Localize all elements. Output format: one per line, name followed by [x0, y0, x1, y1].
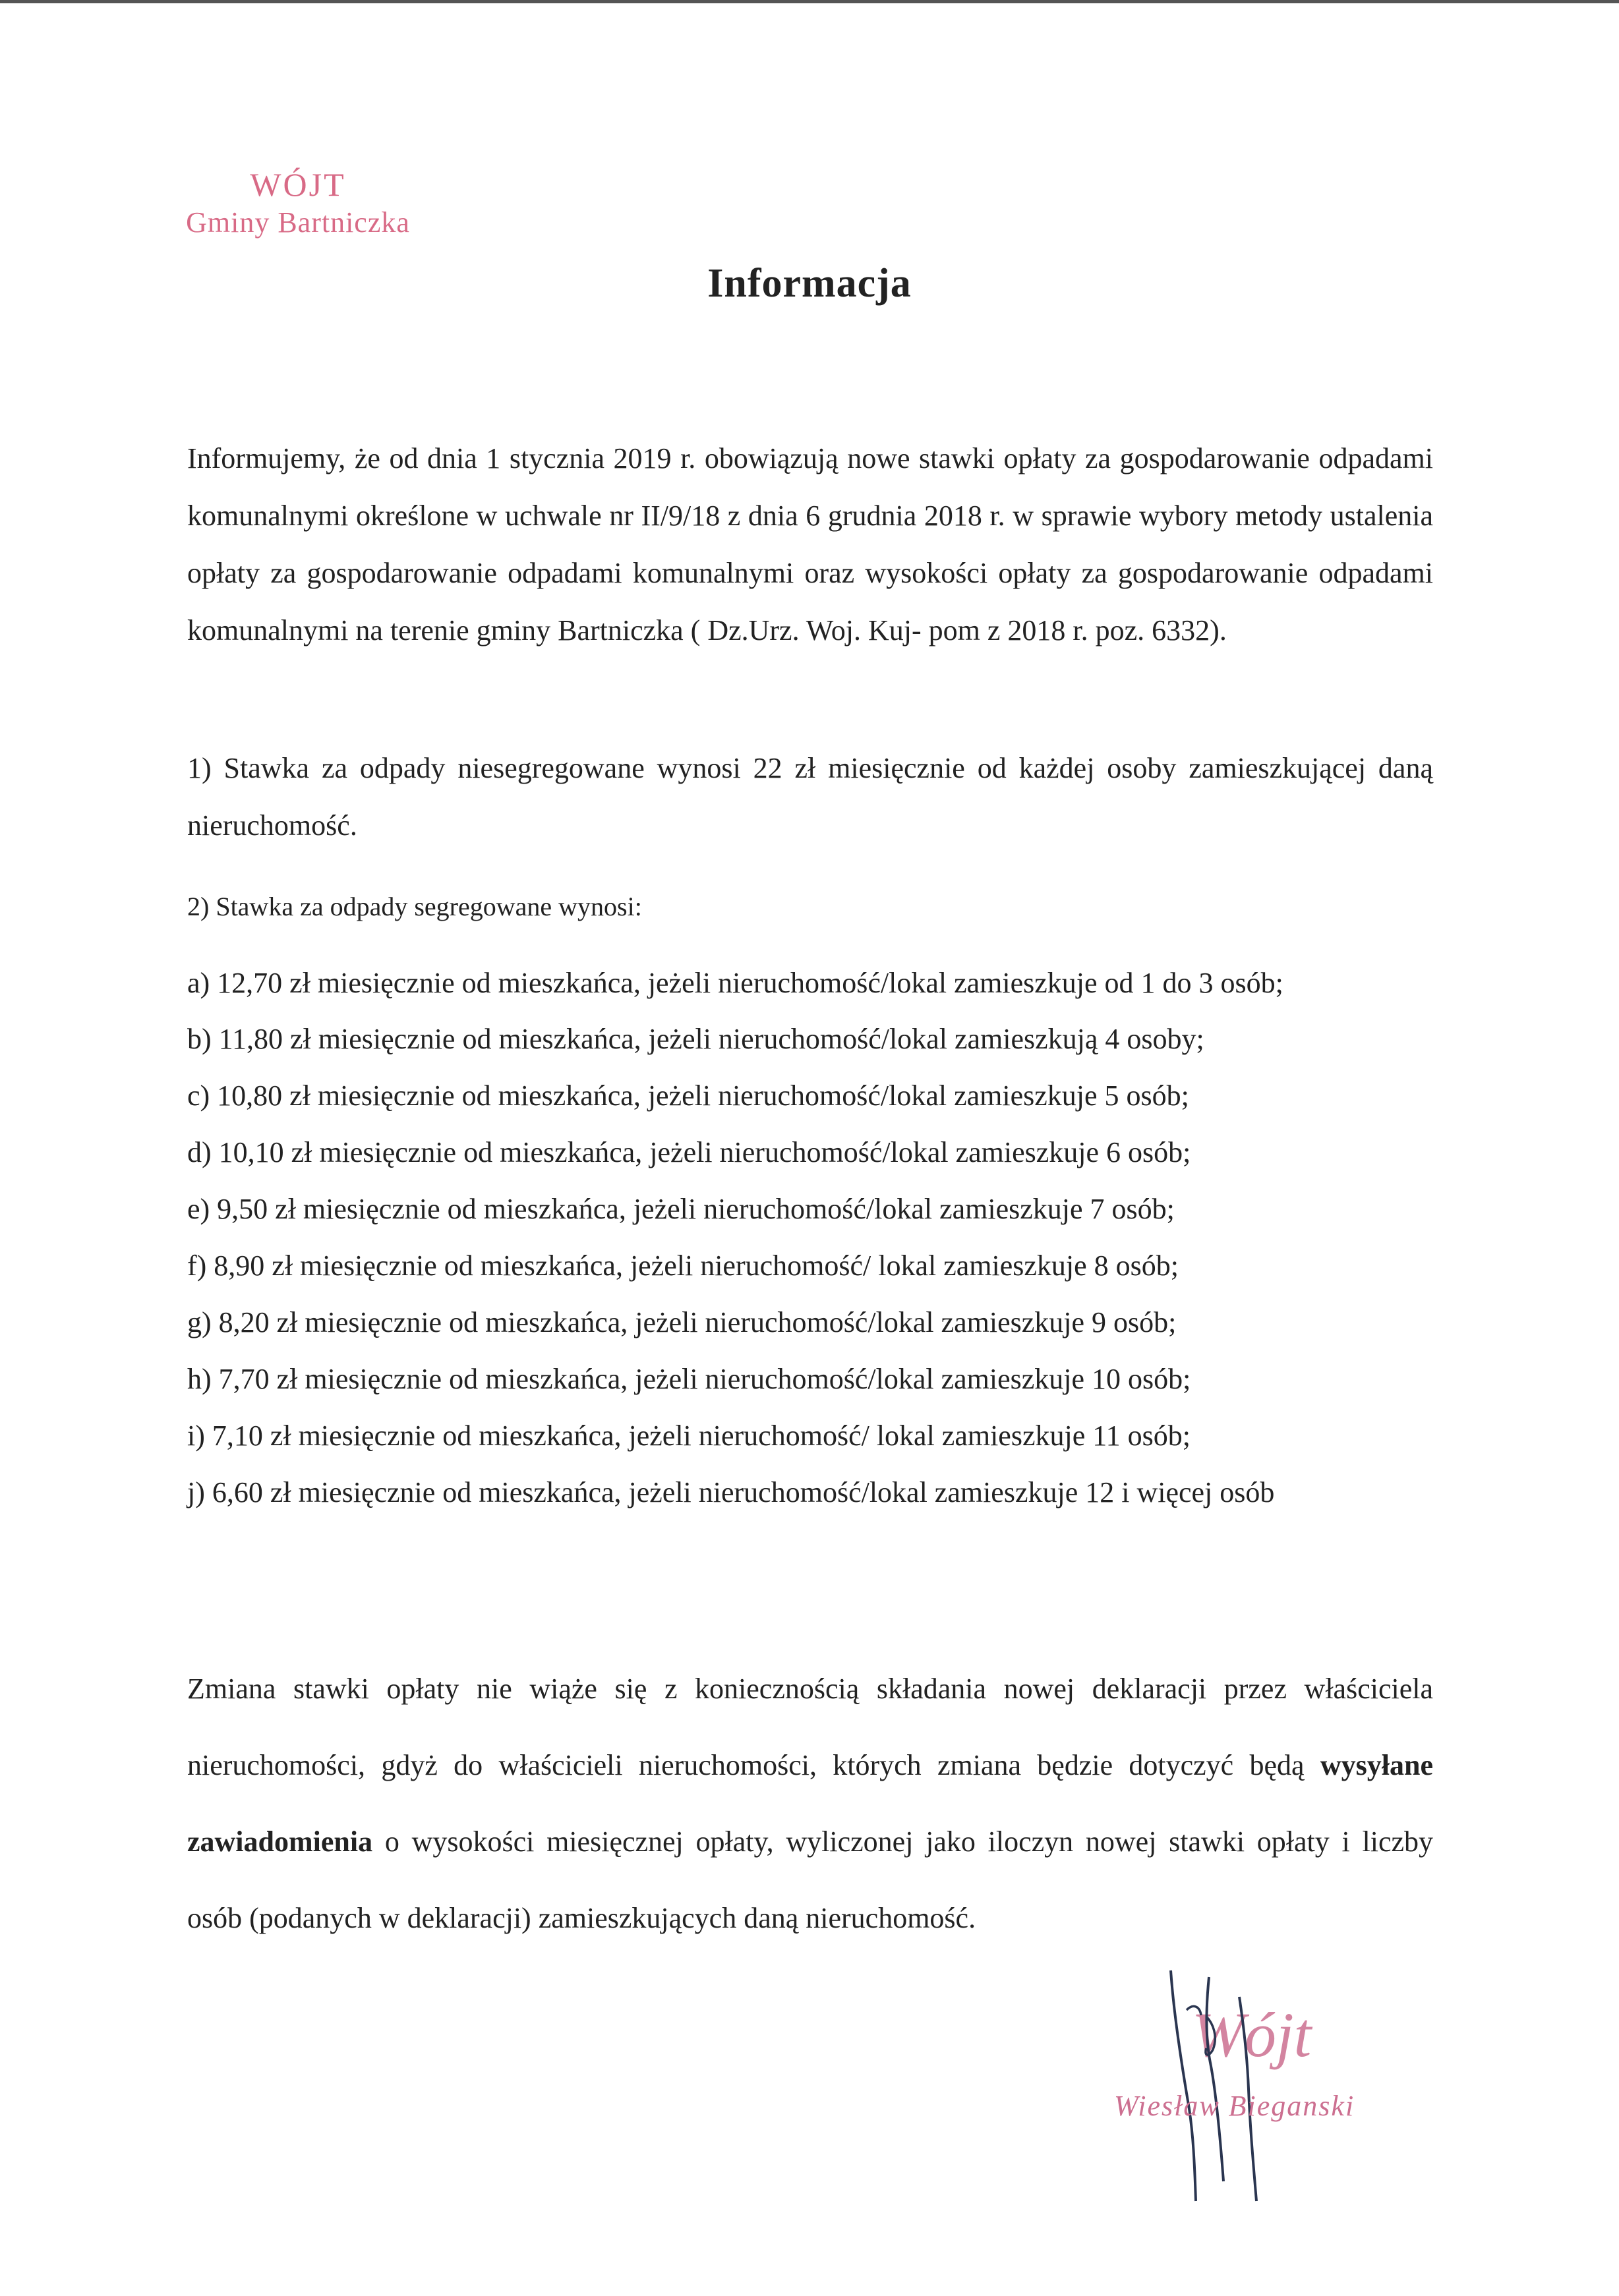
- document-title: Informacja: [707, 261, 912, 306]
- rate-tier-g: g) 8,20 zł miesięcznie od mieszkańca, jeżeli nieruchomość/lokal zamieszkuje 9 osób;: [187, 1306, 1177, 1338]
- rate-tier-i: i) 7,10 zł miesięcznie od mieszkańca, jeżeli nieruchomość/ lokal zamieszkuje 11 osób;: [187, 1420, 1191, 1452]
- sorted-rate-intro: 2) Stawka za odpady segregowane wynosi:: [187, 892, 642, 921]
- sorted-rate-tiers: [187, 956, 1433, 1521]
- closing-emphasis: wysyłane zawiadomienia: [187, 1749, 1433, 1858]
- closing-text-start: Zmiana stawki opłaty nie wiąże się z koniecznością składania nowej deklaracji przez właściciela nieruchomości, gdyż do właścicieli nieruchomości, których zmiana będzie dotyczyć będą: [187, 1673, 1433, 1781]
- unsorted-rate-paragraph: 1) Stawka za odpady niesegregowane wynosi 22 zł miesięcznie od każdej osoby zamieszkującej daną nieruchomość.: [187, 752, 1433, 842]
- stamp-municipality: Gminy Bartniczka: [186, 206, 410, 239]
- scan-top-border: [0, 0, 1619, 3]
- closing-paragraph: [187, 1651, 1433, 1957]
- closing-text-end: o wysokości miesięcznej opłaty, wyliczonej jako iloczyn nowej stawki opłaty i liczby osób (podanych w deklaracji) zamieszkujących daną nieruchomość.: [187, 1825, 1433, 1934]
- office-stamp: [146, 165, 450, 241]
- rate-tier-f: f) 8,90 zł miesięcznie od mieszkańca, jeżeli nieruchomość/ lokal zamieszkuje 8 osób;: [187, 1249, 1179, 1282]
- stamp-title: WÓJT: [250, 166, 346, 203]
- rate-tier-d: d) 10,10 zł miesięcznie od mieszkańca, jeżeli nieruchomość/lokal zamieszkuje 6 osób;: [187, 1136, 1191, 1168]
- signature-name: Wiesław Bieganski: [1114, 2090, 1355, 2122]
- rate-tier-b: b) 11,80 zł miesięcznie od mieszkańca, jeżeli nieruchomość/lokal zamieszkują 4 osoby;: [187, 1023, 1204, 1055]
- rate-tier-e: e) 9,50 zł miesięcznie od mieszkańca, jeżeli nieruchomość/lokal zamieszkuje 7 osób;: [187, 1193, 1175, 1225]
- rate-tier-c: c) 10,80 zł miesięcznie od mieszkańca, jeżeli nieruchomość/lokal zamieszkuje 5 osób;: [187, 1079, 1189, 1112]
- intro-paragraph: Informujemy, że od dnia 1 stycznia 2019 r. obowiązują nowe stawki opłaty za gospodarowanie odpadami komunalnymi określone w uchwale nr II/9/18 z dnia 6 grudnia 2018 r. w sprawie wybory metody ustalenia opłaty za gospodarowanie odpadami komunalnymi oraz wysokości opłaty za gospodarowanie odpadami komunalnymi na terenie gminy Bartniczka ( Dz.Urz. Woj. Kuj- pom z 2018 r. poz. 6332).: [187, 442, 1433, 646]
- rate-tier-h: h) 7,70 zł miesięcznie od mieszkańca, jeżeli nieruchomość/lokal zamieszkuje 10 osób;: [187, 1363, 1191, 1395]
- rate-tier-j: j) 6,60 zł miesięcznie od mieszkańca, jeżeli nieruchomość/lokal zamieszkuje 12 i więcej osób: [187, 1476, 1275, 1508]
- rate-tier-a: a) 12,70 zł miesięcznie od mieszkańca, jeżeli nieruchomość/lokal zamieszkuje od 1 do 3 osób;: [187, 967, 1283, 999]
- signature-stamp-title: Wójt: [1192, 1999, 1312, 2070]
